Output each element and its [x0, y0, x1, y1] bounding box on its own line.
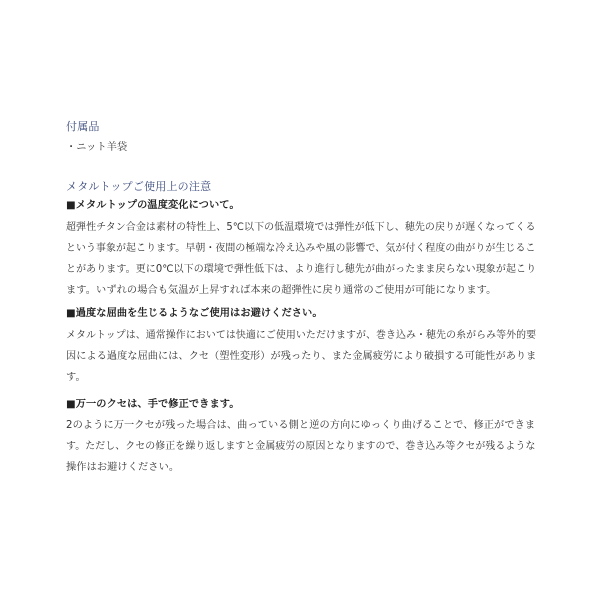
paragraph-line: メタルトップは、通常操作においては快適にご使用いただけますが、巻き込み・穂先の糸がらみ等外的要 — [66, 330, 537, 341]
paragraph-line: 超弾性チタン合金は素材の特性上、5℃以下の低温環境では弾性が低下し、穂先の戻りが遅くなってくる — [66, 222, 536, 233]
paragraph-line: 因による過度な屈曲には、クセ（塑性変形）が残ったり、また金属疲労により破損する可能性がありま — [66, 351, 537, 362]
accessories-heading: 付属品 — [66, 120, 100, 133]
paragraph-line: 2のように万一クセが残った場合は、曲っている側と逆の方向にゆっくり曲げることで、修正ができま — [66, 420, 536, 431]
section-title-temperature: ■メタルトップの温度変化について。 — [66, 200, 240, 211]
paragraph-line: ます。いずれの場合も気温が上昇すれば本来の超弾性に戻り通常のご使用が可能になります。 — [66, 285, 497, 296]
paragraph-line: す。 — [66, 372, 86, 383]
notes-heading: メタルトップご使用上の注意 — [66, 180, 212, 193]
paragraph-line: す。ただし、クセの修正を繰り返しますと金属疲労の原因となりますので、巻き込み等クセが残るような — [66, 441, 536, 452]
paragraph-line: とがあります。更に0℃以下の環境で弾性低下は、より進行し穂先が曲がったまま戻らない現象が起こり — [66, 264, 537, 275]
section-title-correction: ■万一のクセは、手で修正できます。 — [66, 399, 240, 410]
accessory-item: ・ニット羊袋 — [66, 142, 128, 153]
paragraph-line: 操作はお避けください。 — [66, 462, 180, 473]
section-title-bending: ■過度な屈曲を生じるようなご使用はお避けください。 — [66, 308, 323, 319]
paragraph-line: という事象が起こります。早朝・夜間の極端な冷え込みや風の影響で、気が付く程度の曲がりが生じるこ — [66, 243, 536, 254]
